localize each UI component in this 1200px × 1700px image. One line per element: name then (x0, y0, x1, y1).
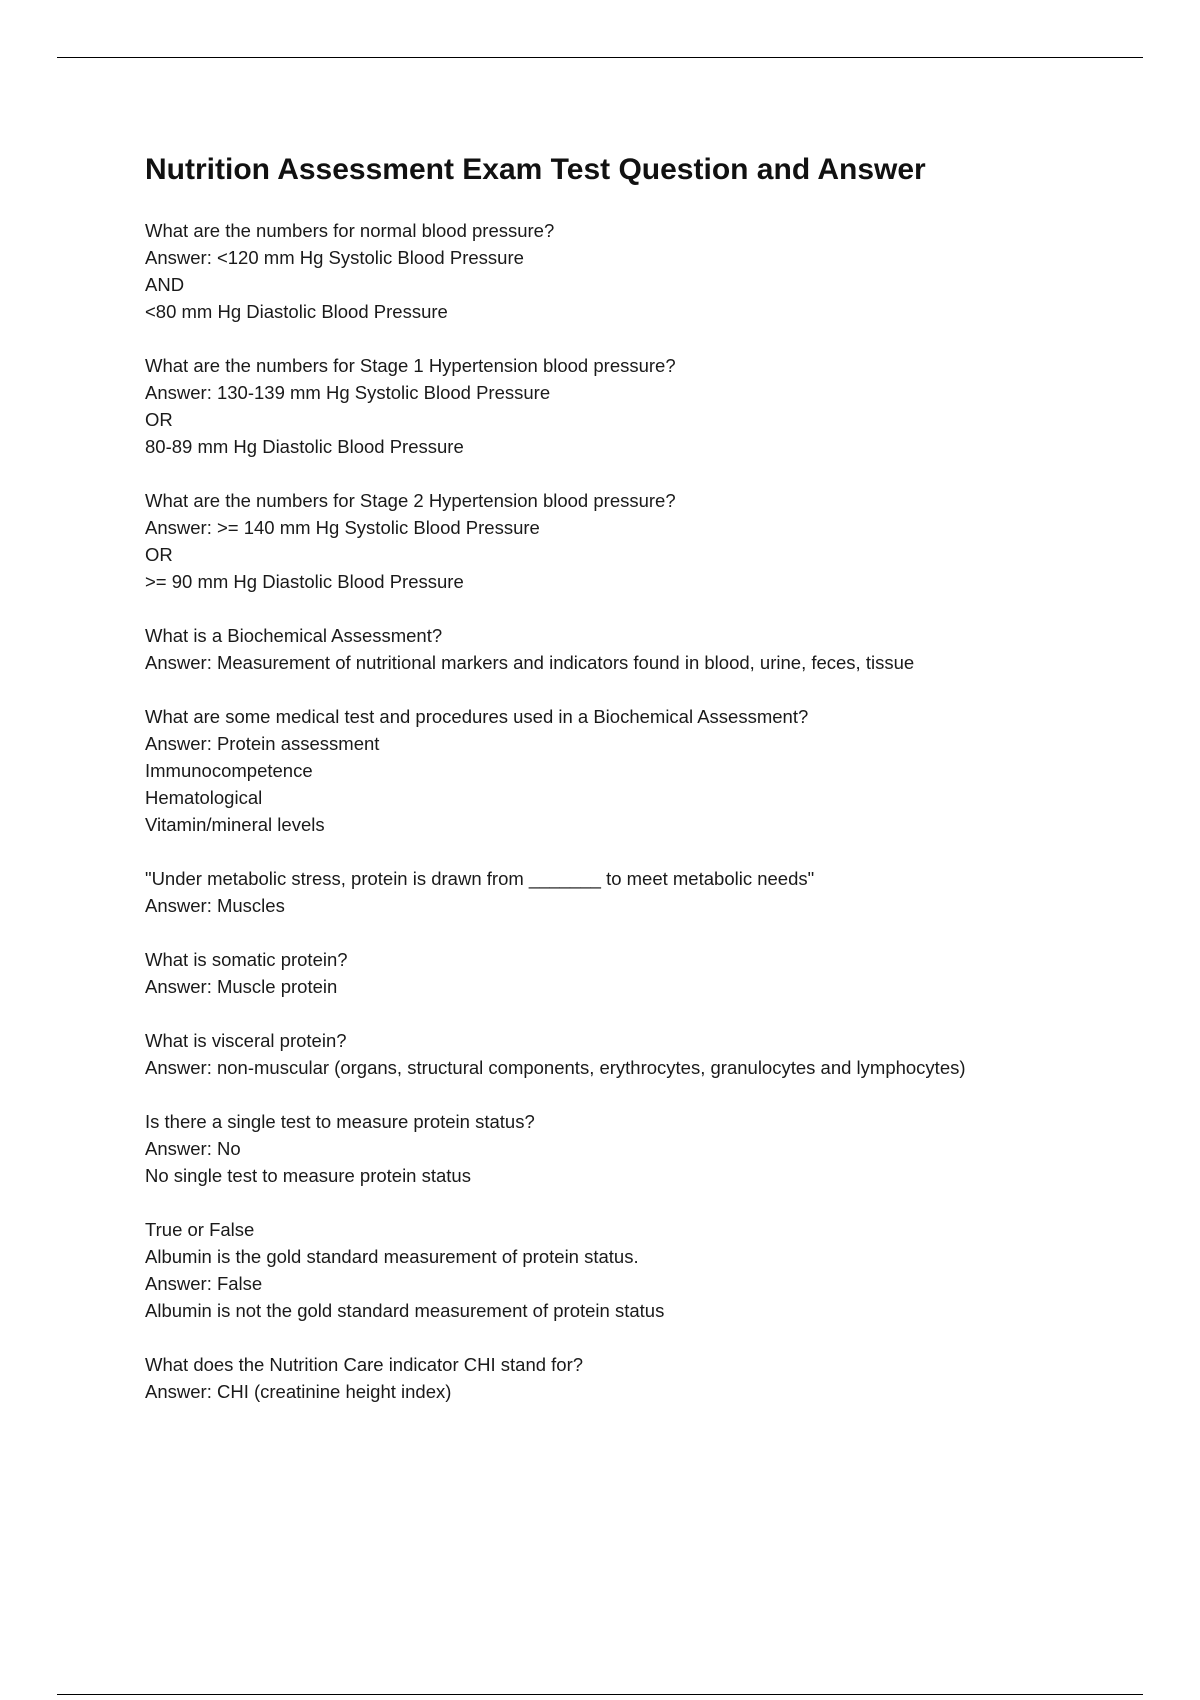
answer-text: Hematological (145, 787, 263, 808)
answer-text: OR (145, 409, 173, 430)
answer-text: Answer: <120 mm Hg Systolic Blood Pressure (145, 247, 524, 268)
qa-block-4 (145, 622, 1105, 676)
question-text: Is there a single test to measure protein status? (145, 1111, 535, 1132)
question-text: What are the numbers for Stage 1 Hypertension blood pressure? (145, 355, 676, 376)
answer-text: Answer: non-muscular (organs, structural components, erythrocytes, granulocytes and lymphocytes) (145, 1057, 966, 1078)
answer-text: Answer: No (145, 1138, 241, 1159)
question-text: Albumin is the gold standard measurement of protein status. (145, 1246, 639, 1267)
answer-text: Albumin is not the gold standard measurement of protein status (145, 1300, 665, 1321)
document-title: Nutrition Assessment Exam Test Question and Answer (145, 153, 926, 186)
question-text: True or False (145, 1219, 255, 1240)
answer-text: <80 mm Hg Diastolic Blood Pressure (145, 301, 448, 322)
answer-text: 80-89 mm Hg Diastolic Blood Pressure (145, 436, 464, 457)
answer-text: Answer: CHI (creatinine height index) (145, 1381, 452, 1402)
question-text: What are some medical test and procedures used in a Biochemical Assessment? (145, 706, 809, 727)
qa-block-11 (145, 1351, 1105, 1405)
qa-block-9 (145, 1108, 1105, 1189)
qa-block-2 (145, 352, 1105, 460)
answer-text: Answer: False (145, 1273, 263, 1294)
qa-block-5 (145, 703, 1105, 838)
answer-text: Answer: Muscle protein (145, 976, 338, 997)
qa-block-3 (145, 487, 1105, 595)
question-text: What is a Biochemical Assessment? (145, 625, 443, 646)
question-text: What does the Nutrition Care indicator CHI stand for? (145, 1354, 584, 1375)
qa-block-6 (145, 865, 1105, 919)
qa-block-7 (145, 946, 1105, 1000)
question-text: What are the numbers for normal blood pressure? (145, 220, 555, 241)
document-body (145, 145, 1105, 1432)
answer-text: Answer: >= 140 mm Hg Systolic Blood Pressure (145, 517, 540, 538)
answer-text: Answer: 130-139 mm Hg Systolic Blood Pressure (145, 382, 551, 403)
answer-text: Answer: Measurement of nutritional markers and indicators found in blood, urine, feces, tissue (145, 652, 915, 673)
header-rule (57, 57, 1143, 58)
answer-text: Answer: Protein assessment (145, 733, 380, 754)
answer-text: Vitamin/mineral levels (145, 814, 325, 835)
answer-text: AND (145, 274, 185, 295)
qa-block-1 (145, 217, 1105, 325)
answer-text: Answer: Muscles (145, 895, 285, 916)
qa-block-8 (145, 1027, 1105, 1081)
answer-text: >= 90 mm Hg Diastolic Blood Pressure (145, 571, 464, 592)
qa-block-10 (145, 1216, 1105, 1324)
question-text: What is visceral protein? (145, 1030, 347, 1051)
question-text: "Under metabolic stress, protein is drawn from _______ to meet metabolic needs" (145, 868, 815, 889)
question-text: What is somatic protein? (145, 949, 348, 970)
answer-text: Immunocompetence (145, 760, 313, 781)
footer-rule (57, 1694, 1143, 1695)
answer-text: OR (145, 544, 173, 565)
answer-text: No single test to measure protein status (145, 1165, 471, 1186)
question-text: What are the numbers for Stage 2 Hypertension blood pressure? (145, 490, 676, 511)
